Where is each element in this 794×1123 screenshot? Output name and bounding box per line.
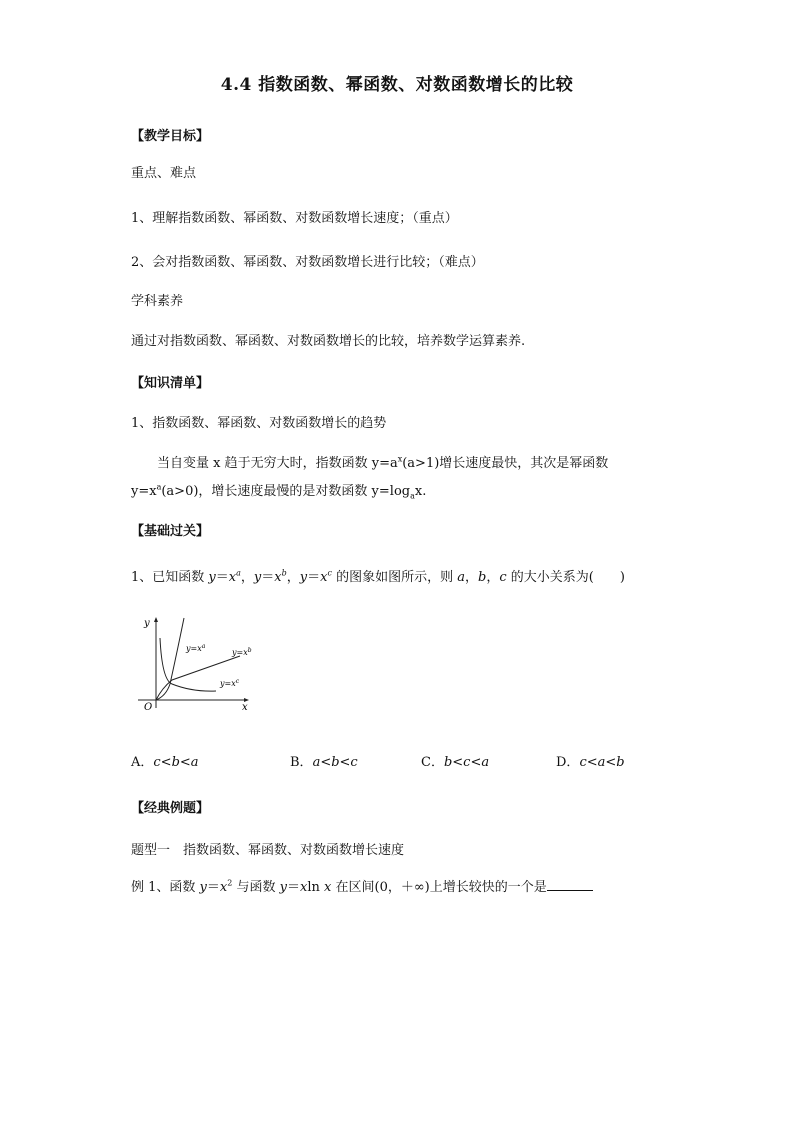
section-goals: 【教学目标】 <box>131 129 210 144</box>
label-exponent: c <box>235 678 240 685</box>
text-segment: ， <box>486 570 500 585</box>
text-segment: (a>0)，增长速度最慢的是对数函数 y=log <box>161 484 411 499</box>
option-letter: A． <box>131 755 154 770</box>
math-var: x <box>274 570 282 585</box>
math-var: y <box>199 880 207 895</box>
math-var: y <box>299 570 308 585</box>
knowledge-1-line-1 <box>157 452 608 471</box>
text-segment: ＝ <box>307 570 321 585</box>
answer-blank[interactable] <box>547 878 593 891</box>
goal-1: 1、理解指数函数、幂函数、对数函数增长速度；（重点） <box>131 211 458 226</box>
option-value: a<b<c <box>312 755 358 770</box>
math-var: x <box>228 570 237 585</box>
superscript: b <box>281 568 287 578</box>
math-var: x <box>320 570 328 585</box>
option-a[interactable] <box>131 751 199 770</box>
label-exponent: a <box>201 643 206 650</box>
text-segment: 的图象如图所示，则 <box>331 570 458 585</box>
option-letter: C． <box>421 755 444 770</box>
option-value: c<b<a <box>153 755 199 770</box>
text-segment: 当自变量 x 趋于无穷大时，指数函数 y=a <box>157 456 398 471</box>
math-var: c <box>499 570 507 585</box>
option-b[interactable] <box>290 751 358 770</box>
curve-b-label <box>231 647 252 657</box>
math-var: b <box>478 570 487 585</box>
section-examples: 【经典例题】 <box>131 801 210 816</box>
text-segment: ＝ <box>286 880 300 895</box>
option-d[interactable] <box>556 751 625 770</box>
focus-label: 重点、难点 <box>131 166 197 181</box>
math-var: y <box>279 880 287 895</box>
option-value: c<a<b <box>579 755 625 770</box>
knowledge-1-line-2 <box>131 480 426 501</box>
goal-2: 2、会对指数函数、幂函数、对数函数增长进行比较；（难点） <box>131 255 484 270</box>
text-segment: ＝ <box>206 880 220 895</box>
option-letter: B． <box>290 755 313 770</box>
y-axis-label: y <box>144 618 150 629</box>
literacy-label: 学科素养 <box>131 294 184 309</box>
option-value: b<c<a <box>443 755 490 770</box>
subscript: a <box>410 491 415 501</box>
math-var: y <box>208 570 216 585</box>
superscript: a <box>156 482 162 492</box>
text-segment: (a>1)增长速度最快，其次是幂函数 <box>402 456 609 471</box>
x-axis-label: x <box>242 702 248 712</box>
text-segment: 1、已知函数 <box>131 570 209 585</box>
label-base: y=x <box>232 648 248 657</box>
math-var: y <box>253 570 262 585</box>
function-graph-figure <box>132 612 262 712</box>
origin-label: O <box>144 702 153 712</box>
superscript: c <box>327 568 332 578</box>
option-c[interactable] <box>421 751 489 770</box>
text-segment: ， <box>286 570 300 585</box>
math-var: a <box>457 570 466 585</box>
math-var: x <box>219 880 228 895</box>
text-segment: x. <box>414 484 427 499</box>
type-1-heading: 题型一 指数函数、幂函数、对数函数增长速度 <box>131 843 405 858</box>
page-title: 4.4 指数函数、幂函数、对数函数增长的比较 <box>220 75 574 95</box>
label-exponent: b <box>247 647 252 654</box>
curve-a <box>156 618 184 700</box>
label-base: y=x <box>186 644 202 653</box>
text-segment: 在区间(0，＋∞)上增长较快的一个是 <box>331 880 547 895</box>
text-segment: 的大小关系为( ) <box>506 570 625 585</box>
text-segment: ln <box>307 880 325 895</box>
curve-b <box>156 656 240 700</box>
text-segment: 例 1、函数 <box>131 880 200 895</box>
text-segment: ， <box>465 570 479 585</box>
curve-c-label <box>219 678 240 688</box>
math-var: x <box>300 880 308 895</box>
example-1 <box>131 876 593 895</box>
text-segment: ， <box>240 570 254 585</box>
y-axis-arrow <box>154 617 158 622</box>
section-knowledge: 【知识清单】 <box>131 376 210 391</box>
superscript: 2 <box>227 878 233 888</box>
question-1 <box>131 566 625 585</box>
curve-a-label <box>185 643 206 653</box>
label-base: y=x <box>220 679 236 688</box>
superscript: a <box>236 568 241 578</box>
math-var: x <box>324 880 332 895</box>
superscript: x <box>397 454 403 464</box>
section-basic: 【基础过关】 <box>131 524 210 539</box>
text-segment: ＝ <box>261 570 275 585</box>
literacy-text: 通过对指数函数、幂函数、对数函数增长的比较，培养数学运算素养. <box>131 334 526 349</box>
text-segment: 与函数 <box>232 880 280 895</box>
knowledge-1-title: 1、指数函数、幂函数、对数函数增长的趋势 <box>131 416 387 431</box>
option-letter: D． <box>556 755 580 770</box>
text-segment: ＝ <box>215 570 229 585</box>
text-segment: y=x <box>131 484 157 499</box>
